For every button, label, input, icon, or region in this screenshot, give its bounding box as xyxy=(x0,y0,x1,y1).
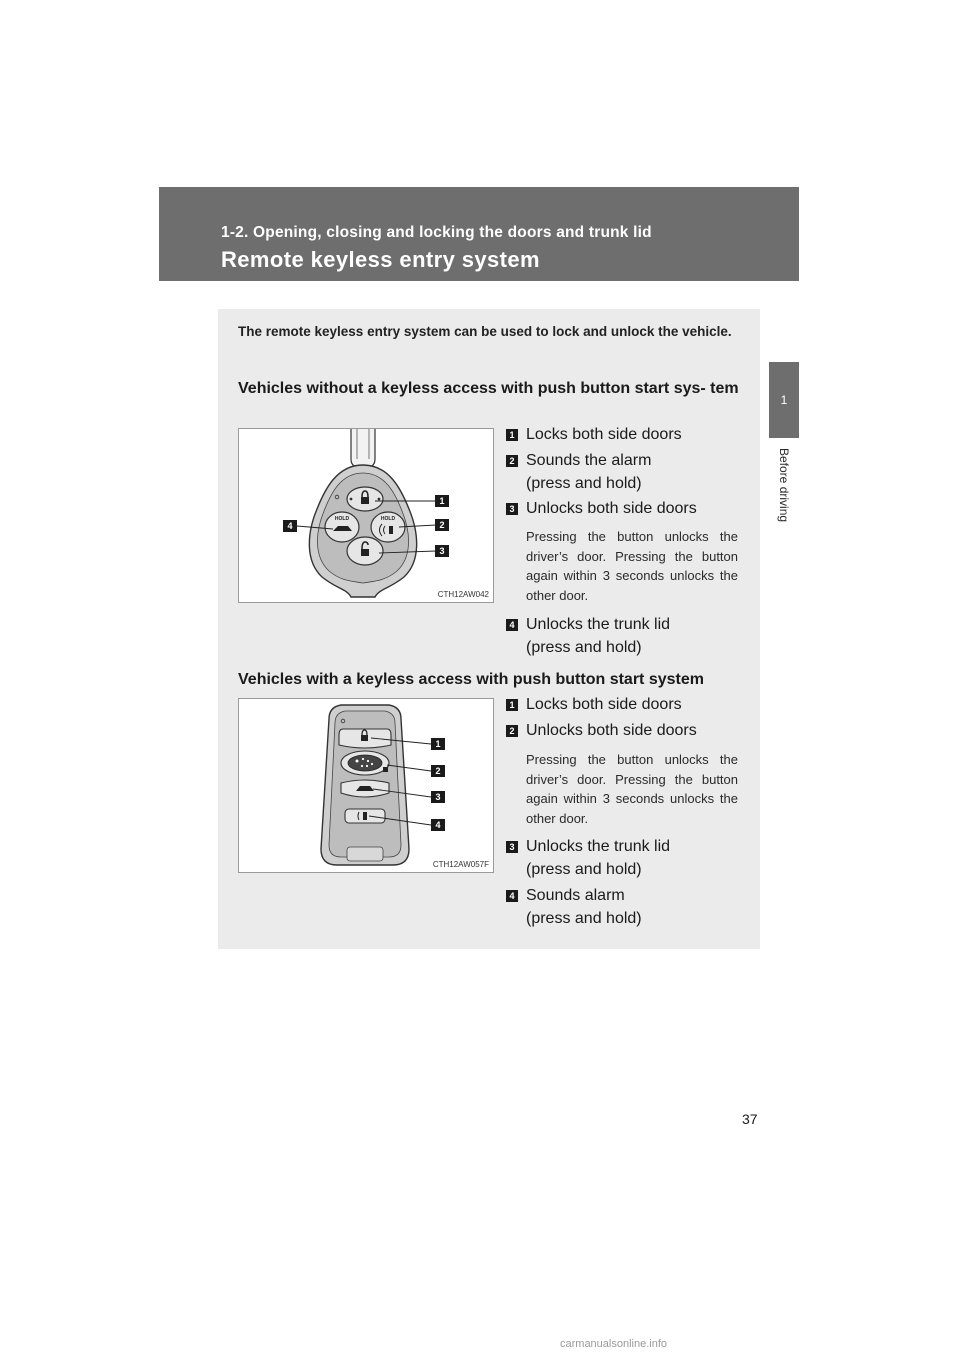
item-marker: 2 xyxy=(506,455,518,467)
item-text: Locks both side doors xyxy=(526,696,682,713)
item-text: Unlocks the trunk lid (press and hold) xyxy=(526,616,671,656)
callout-2: 2 xyxy=(431,765,445,777)
list-item xyxy=(506,835,742,881)
item-text: Unlocks both side doors xyxy=(526,722,697,739)
figure-code: CTH12AW057F xyxy=(432,860,489,869)
item-text: Unlocks the trunk lid (press and hold) xyxy=(526,838,671,878)
smart-key-illustration xyxy=(239,699,493,872)
item-text: Sounds the alarm (press and hold) xyxy=(526,452,652,492)
callout-3: 3 xyxy=(431,791,445,803)
page-title: Remote keyless entry system xyxy=(221,247,540,272)
note-text: Pressing the button unlocks the driver’s door. Pressing the button again within 3 seconds unlocks the other door. xyxy=(526,529,738,603)
chapter-label-text: Before driving xyxy=(777,448,791,523)
watermark: carmanualsonline.info xyxy=(560,1338,668,1350)
note-text: Pressing the button unlocks the driver’s door. Pressing the button again within 3 seconds unlocks the other door. xyxy=(526,752,738,826)
key-fob-illustration xyxy=(239,429,493,602)
item-text: Locks both side doors xyxy=(526,426,682,443)
list-item xyxy=(506,693,742,716)
callout-4: 4 xyxy=(283,520,297,532)
item-marker: 3 xyxy=(506,841,518,853)
item-marker: 1 xyxy=(506,429,518,441)
list-item xyxy=(506,613,742,659)
list-item xyxy=(506,449,742,495)
item-marker: 1 xyxy=(506,699,518,711)
callout-3: 3 xyxy=(435,545,449,557)
section2-figure xyxy=(238,698,494,873)
figure-code: CTH12AW042 xyxy=(437,590,489,599)
content-panel xyxy=(218,309,760,949)
callout-1: 1 xyxy=(435,495,449,507)
list-item xyxy=(506,719,742,742)
list-item xyxy=(506,884,742,930)
intro-text: The remote keyless entry system can be used to lock and unlock the vehicle. xyxy=(238,324,732,339)
chapter-header xyxy=(159,187,799,281)
item-marker: 2 xyxy=(506,725,518,737)
hold-label-left: HOLD xyxy=(334,516,350,522)
chapter-label xyxy=(773,448,795,558)
item-marker: 3 xyxy=(506,503,518,515)
callout-4: 4 xyxy=(431,819,445,831)
section-subtitle: 1-2. Opening, closing and locking the doors and trunk lid xyxy=(221,224,652,241)
section1-heading: Vehicles without a keyless access with push button start sys- tem xyxy=(238,380,739,397)
item-text: Sounds alarm (press and hold) xyxy=(526,887,642,927)
chapter-tab: 1 xyxy=(769,362,799,438)
item-text: Unlocks both side doors xyxy=(526,500,697,517)
callout-2: 2 xyxy=(435,519,449,531)
section2-heading: Vehicles with a keyless access with push button start system xyxy=(238,671,704,688)
hold-label-right: HOLD xyxy=(380,516,396,522)
list-item xyxy=(506,497,742,520)
section1-figure xyxy=(238,428,494,603)
item-marker: 4 xyxy=(506,890,518,902)
callout-1: 1 xyxy=(431,738,445,750)
list-item xyxy=(506,423,742,446)
page-number: 37 xyxy=(742,1111,758,1127)
item-marker: 4 xyxy=(506,619,518,631)
